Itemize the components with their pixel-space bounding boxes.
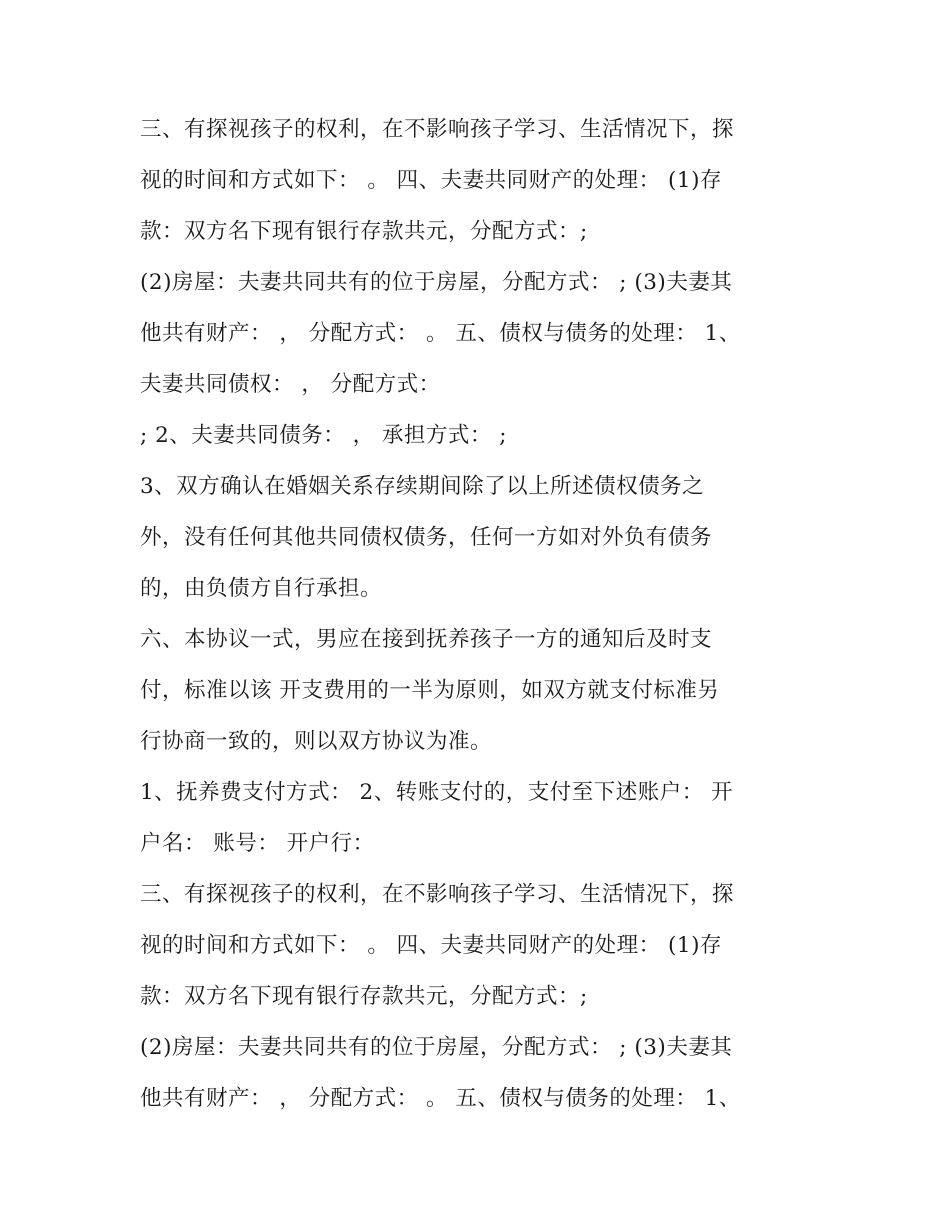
text-line: 视的时间和方式如下： 。 四、夫妻共同财产的处理： (1)存: [140, 168, 722, 193]
text-line: 3、双方确认在婚姻关系存续期间除了以上所述债权债务之: [140, 474, 705, 499]
text-line: (2)房屋：夫妻共同共有的位于房屋，分配方式： ; (3)夫妻其: [140, 1035, 733, 1060]
text-line: 三、有探视孩子的权利，在不影响孩子学习、生活情况下，探: [140, 882, 735, 907]
text-line: 视的时间和方式如下： 。 四、夫妻共同财产的处理： (1)存: [140, 933, 722, 958]
text-line: ; 2、夫妻共同债务： ， 承担方式： ;: [140, 423, 508, 448]
text-line: 付，标准以该 开支费用的一半为原则，如双方就支付标准另: [140, 678, 720, 703]
text-line: 户名： 账号： 开户行：: [140, 831, 375, 856]
text-line: 他共有财产： ， 分配方式： 。 五、债权与债务的处理： 1、: [140, 1086, 741, 1111]
text-line: 三、有探视孩子的权利，在不影响孩子学习、生活情况下，探: [140, 117, 735, 142]
text-line: 款：双方名下现有银行存款共元，分配方式：;: [140, 984, 588, 1009]
text-line: 他共有财产： ， 分配方式： 。 五、债权与债务的处理： 1、: [140, 321, 741, 346]
text-line: 外，没有任何其他共同债权债务，任何一方如对外负有债务: [140, 525, 713, 550]
text-line: 1、抚养费支付方式： 2、转账支付的，支付至下述账户： 开: [140, 780, 734, 805]
text-line: 行协商一致的，则以双方协议为准。: [140, 729, 493, 754]
text-line: 六、本协议一式，男应在接到抚养孩子一方的通知后及时支: [140, 627, 713, 652]
text-line: 的，由负债方自行承担。: [140, 576, 383, 601]
text-line: 款：双方名下现有银行存款共元，分配方式：;: [140, 219, 588, 244]
text-line: 夫妻共同债权： ， 分配方式：: [140, 372, 441, 397]
text-line: (2)房屋：夫妻共同共有的位于房屋，分配方式： ; (3)夫妻其: [140, 270, 733, 295]
document-body: [140, 104, 830, 1124]
